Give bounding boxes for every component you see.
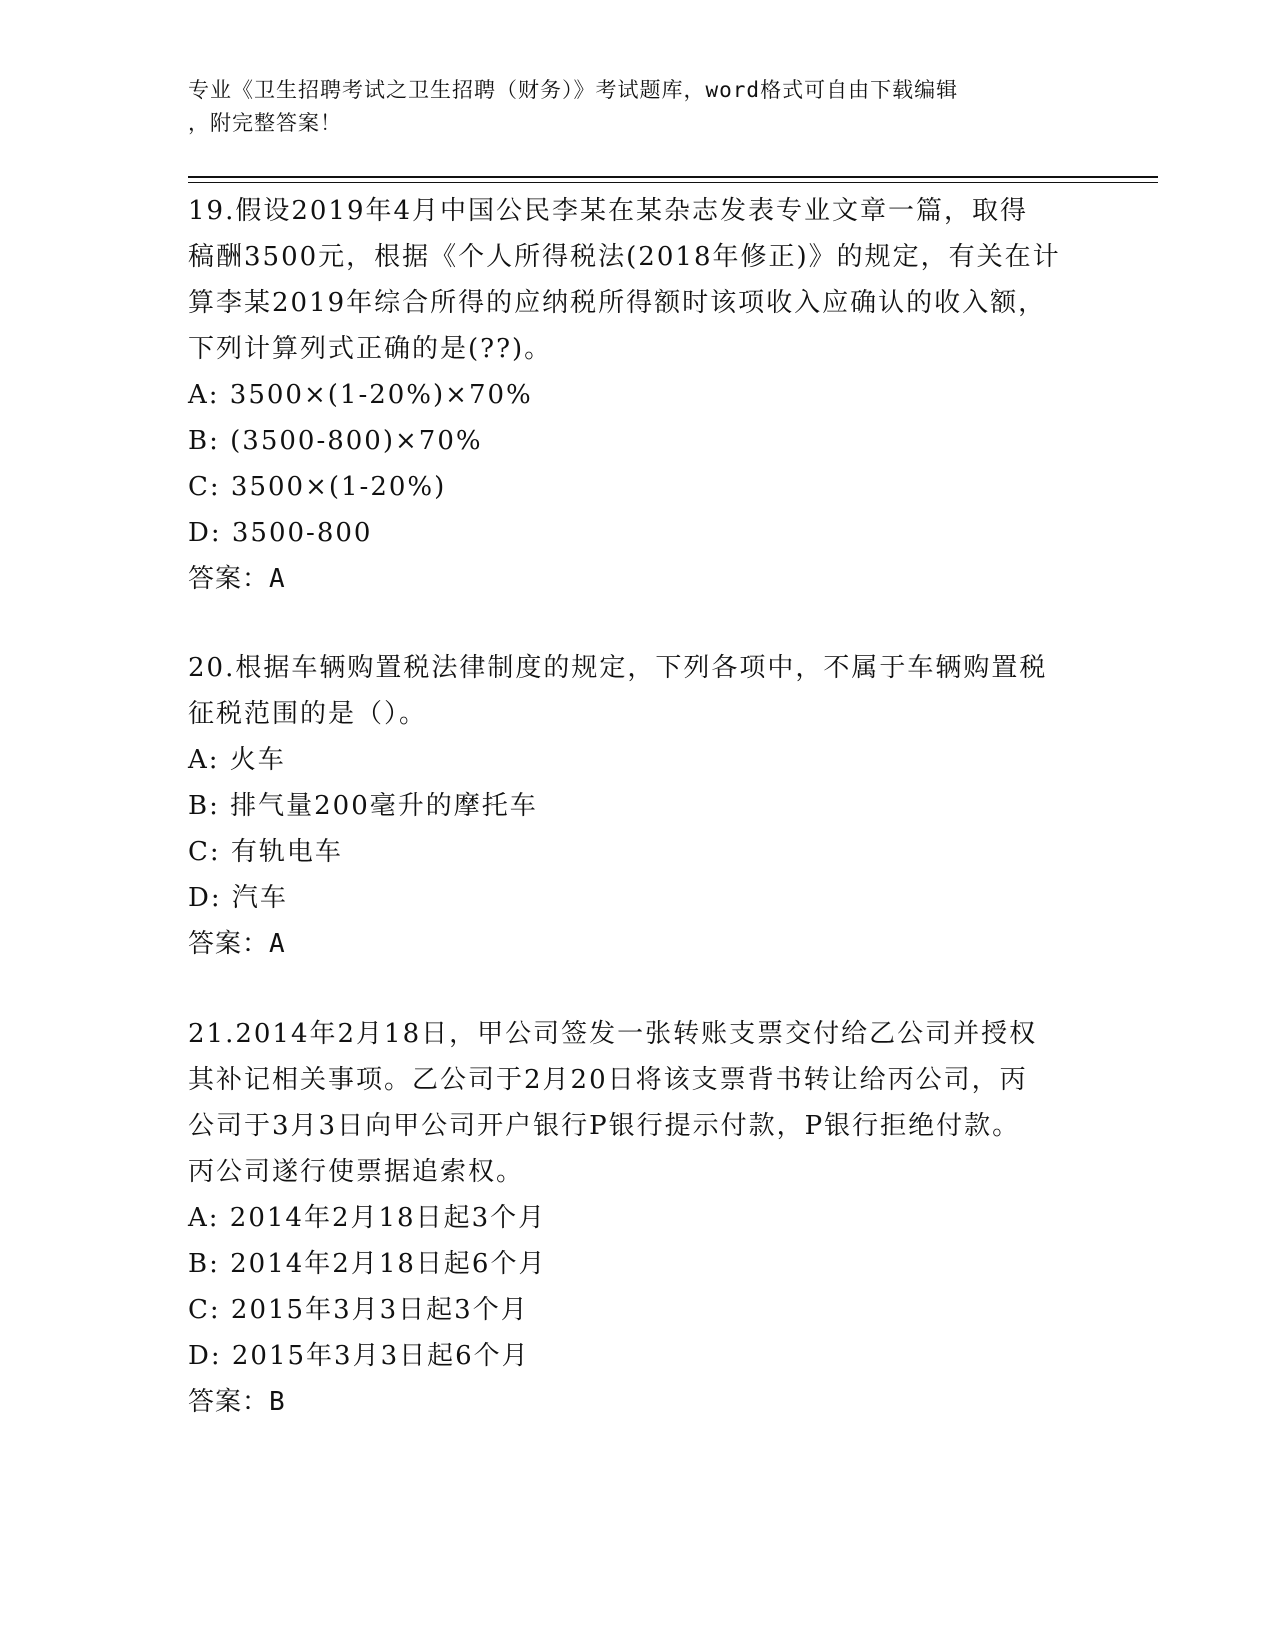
header-divider-thick bbox=[188, 176, 1158, 178]
question-text-line: 公司于3月3日向甲公司开户银行P银行提示付款，P银行拒绝付款。 bbox=[188, 1111, 1021, 1141]
question-text-line: 20.根据车辆购置税法律制度的规定，下列各项中，不属于车辆购置税 bbox=[188, 653, 1048, 683]
option-c: C: 3500×(1-20%) bbox=[188, 472, 447, 502]
option-d: D: 3500-800 bbox=[188, 518, 373, 548]
question-text-line: 21.2014年2月18日，甲公司签发一张转账支票交付给乙公司并授权 bbox=[188, 1019, 1038, 1049]
header-line-1: 专业《卫生招聘考试之卫生招聘（财务）》考试题库，word格式可自由下载编辑 bbox=[188, 78, 959, 102]
answer-line: 答案：A bbox=[188, 929, 286, 959]
option-a: A: 3500×(1-20%)×70% bbox=[188, 380, 533, 410]
question-text-line: 算李某2019年综合所得的应纳税所得额时该项收入应确认的收入额， bbox=[188, 288, 1047, 318]
question-19 bbox=[188, 188, 1088, 602]
option-c: C: 2015年3月3日起3个月 bbox=[188, 1295, 529, 1325]
answer-line: 答案：A bbox=[188, 564, 286, 594]
document-header bbox=[188, 74, 1068, 140]
question-text-line: 稿酬3500元，根据《个人所得税法(2018年修正)》的规定，有关在计 bbox=[188, 242, 1061, 272]
option-b: B: (3500-800)×70% bbox=[188, 426, 483, 456]
header-line-2: ，附完整答案！ bbox=[188, 111, 342, 135]
header-divider-thin bbox=[188, 182, 1158, 183]
option-d: D: 汽车 bbox=[188, 883, 288, 913]
option-d: D: 2015年3月3日起6个月 bbox=[188, 1341, 530, 1371]
question-text-line: 征税范围的是（）。 bbox=[188, 699, 428, 729]
question-text-line: 19.假设2019年4月中国公民李某在某杂志发表专业文章一篇，取得 bbox=[188, 196, 1029, 226]
question-20 bbox=[188, 645, 1088, 967]
option-b: B: 排气量200毫升的摩托车 bbox=[188, 791, 538, 821]
option-a: A: 2014年2月18日起3个月 bbox=[188, 1203, 547, 1233]
question-text-line: 其补记相关事项。乙公司于2月20日将该支票背书转让给丙公司，丙 bbox=[188, 1065, 1028, 1095]
option-b: B: 2014年2月18日起6个月 bbox=[188, 1249, 547, 1279]
answer-line: 答案：B bbox=[188, 1387, 286, 1417]
question-text-line: 下列计算列式正确的是(??)。 bbox=[188, 334, 553, 364]
question-text-line: 丙公司遂行使票据追索权。 bbox=[188, 1157, 525, 1187]
option-a: A: 火车 bbox=[188, 745, 286, 775]
question-21 bbox=[188, 1011, 1088, 1425]
option-c: C: 有轨电车 bbox=[188, 837, 343, 867]
